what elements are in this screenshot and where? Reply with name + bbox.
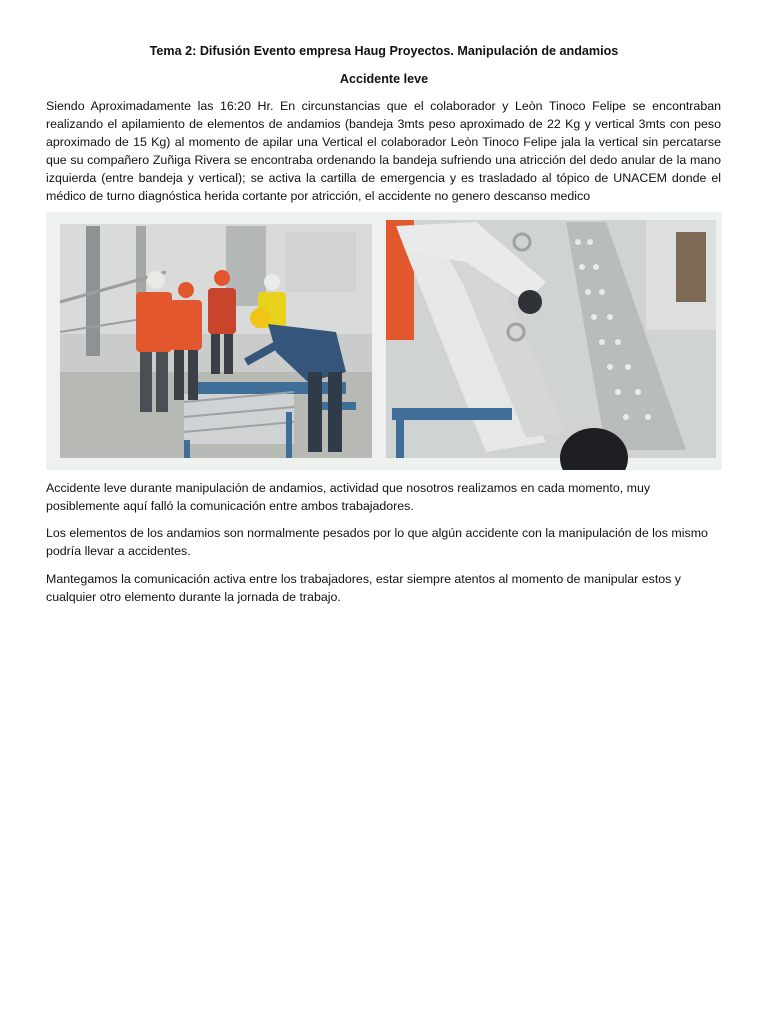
conclusion-paragraph: Accidente leve durante manipulación de andamios, actividad que nosotros realizamos en cada momento, muy posiblemente aquí falló la comunicación entre ambos trabajadores. [46,481,651,513]
photo-scaffold-closeup [386,220,716,470]
document-title: Tema 2: Difusión Evento empresa Haug Proyectos. Manipulación de andamios [149,44,619,58]
risk-paragraph: Los elementos de los andamios son normalmente pesados por lo que algún accidente con la manipulación de los mismo podría llevar a accidentes. [46,526,708,558]
document-subtitle: Accidente leve [339,72,429,86]
incident-photos [46,212,722,470]
incident-description-paragraph: Siendo Aproximadamente las 16:20 Hr. En circunstancias que el colaborador y Leòn Tinoco Felipe se encontraban realizando el apilamiento de elementos de andamios (bandeja 3mts peso aproximado de 22 Kg y vertical 3mts con peso aproximado de 15 Kg) al momento de apilar una Vertical el colaborador Leòn Tinoco Felipe jala la vertical sin percatarse que su compañero Zuñiga Rivera se encontraba ordenando la bandeja sufriendo una atricción del dedo anular de la mano izquierda (entre bandeja y vertical); se activa la cartilla de emergencia y es trasladado al tópico de UNACEM donde el médico de turno diagnóstica herida cortante por atricción, el accidente no genero descanso medico [46,99,721,203]
recommendation-paragraph: Mantegamos la comunicación activa entre los trabajadores, estar siempre atentos al momento de manipular estos y cualquier otro elemento durante la jornada de trabajo. [46,572,681,604]
photo-workers-handling-scaffold [60,224,372,458]
